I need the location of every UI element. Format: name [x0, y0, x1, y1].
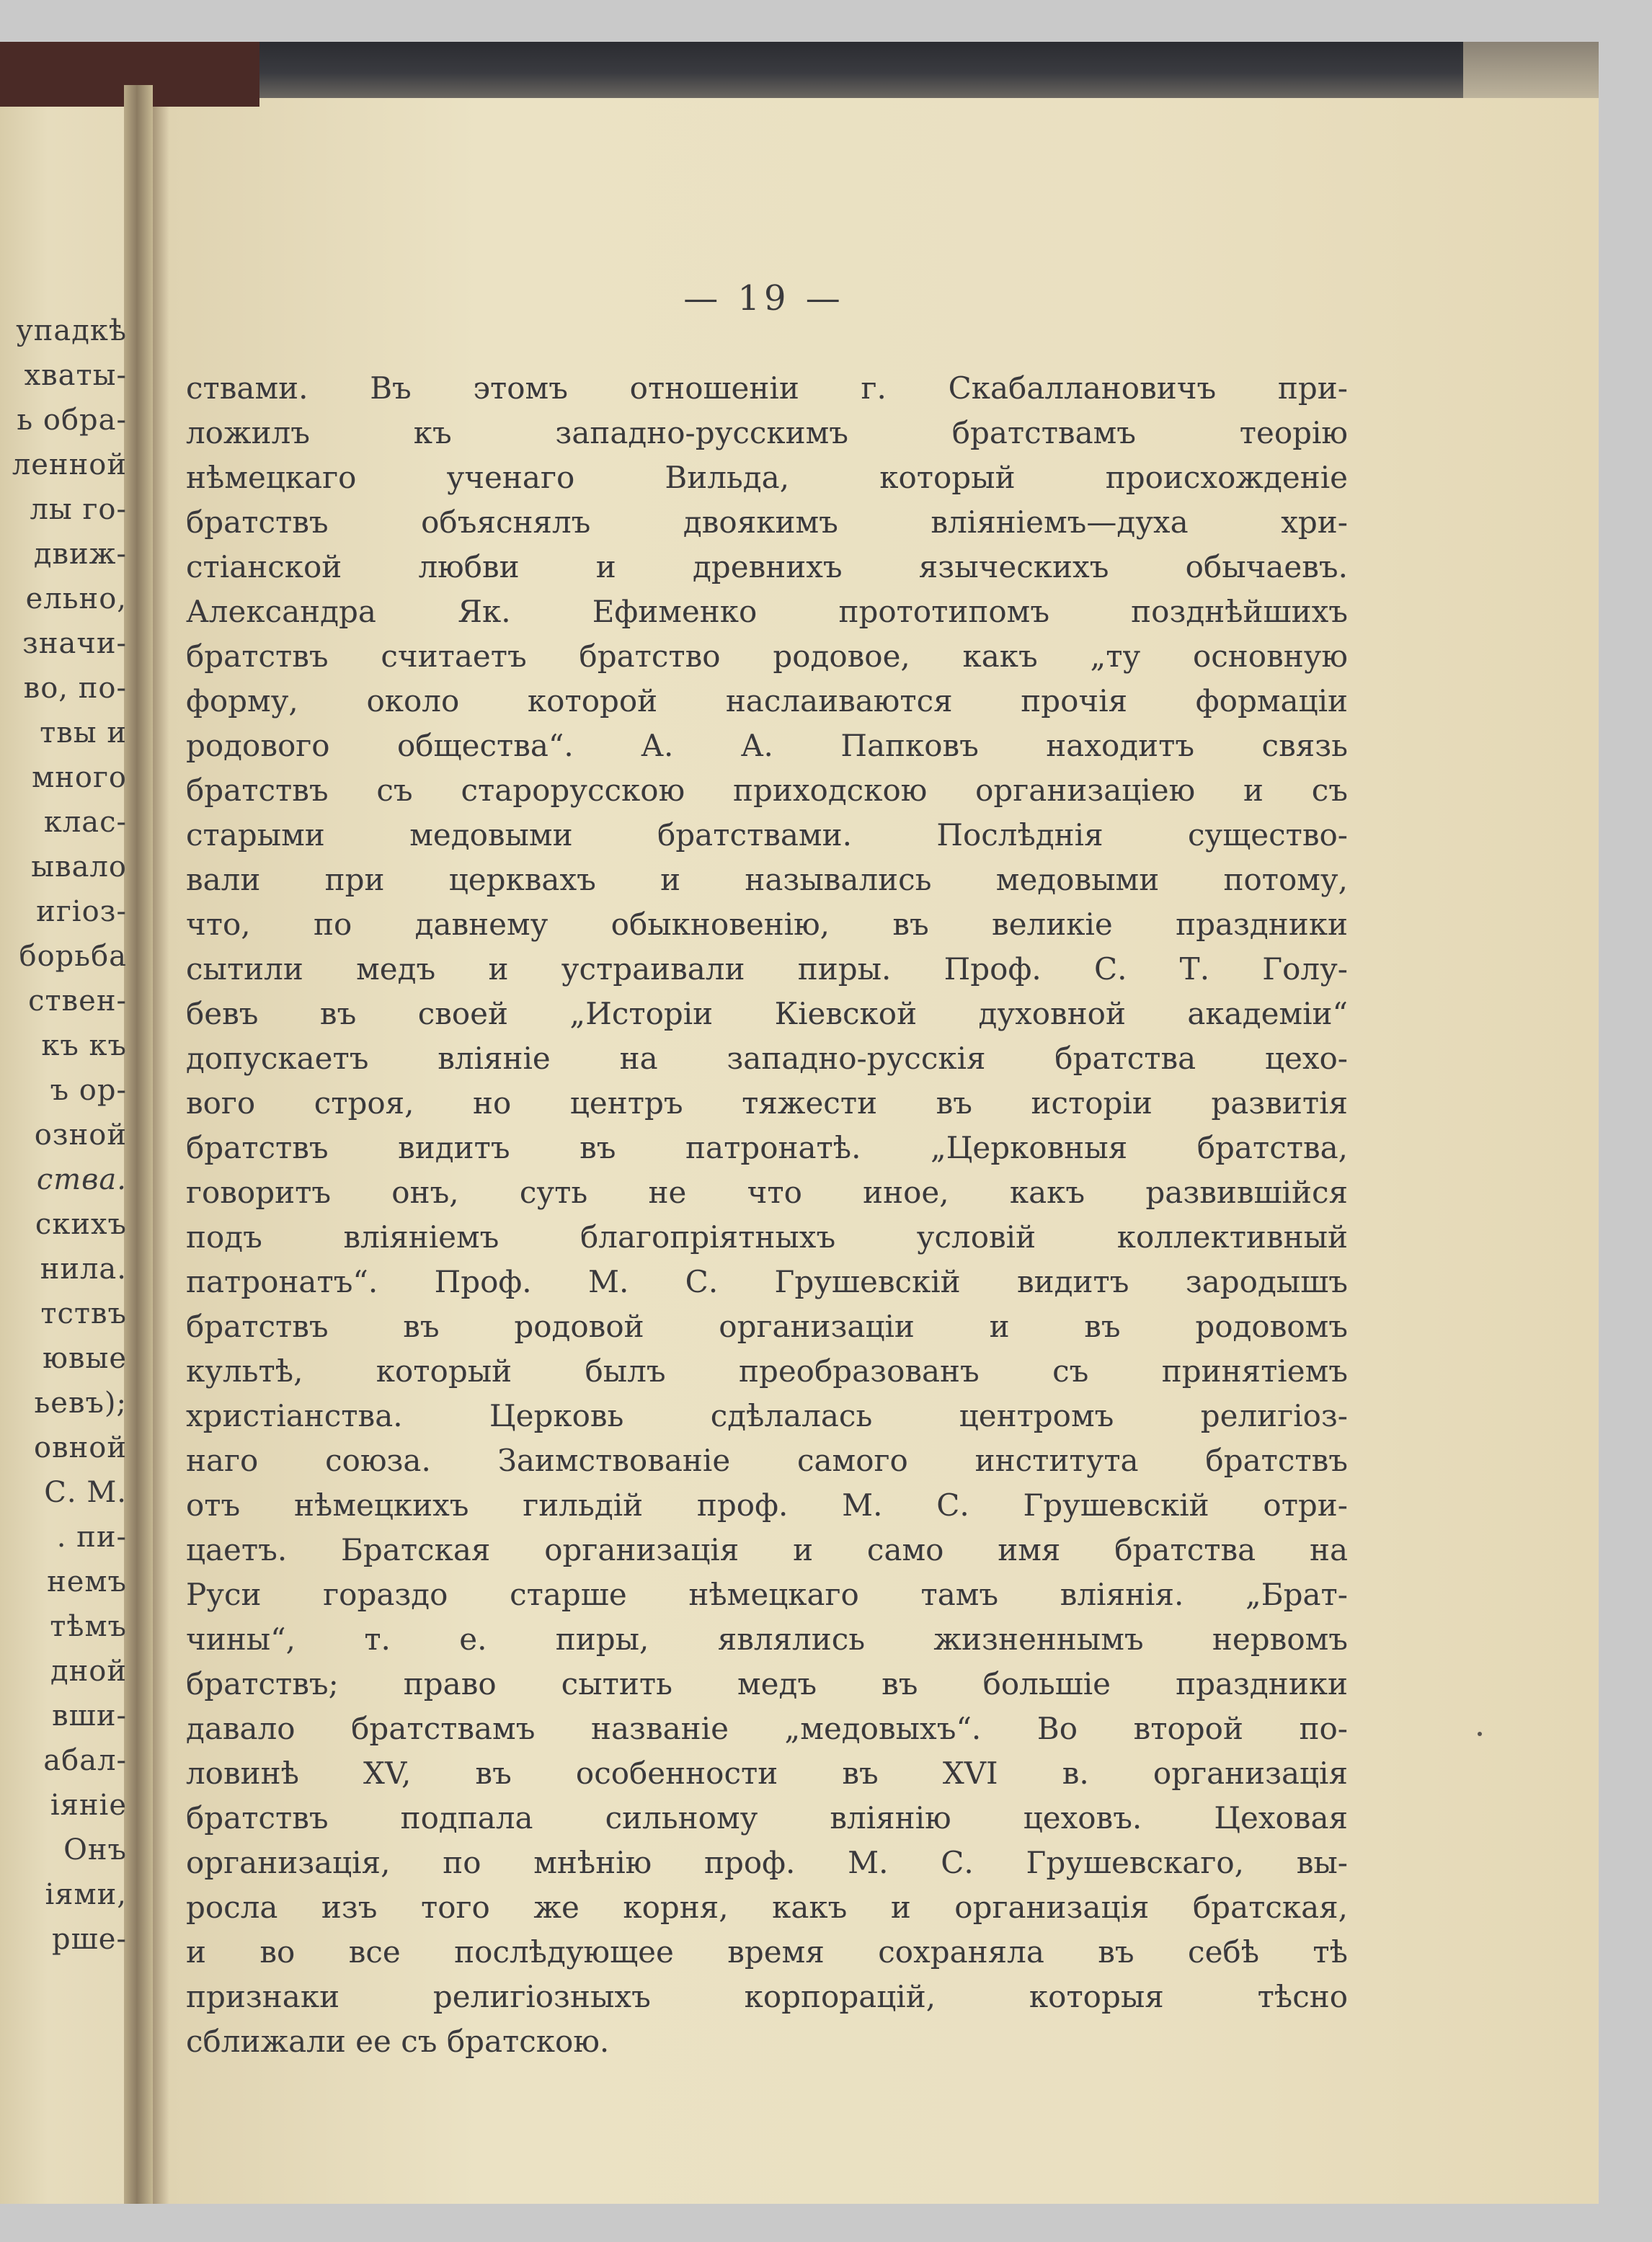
text-line: братствъ считаетъ братство родовое, какъ „ту основную [186, 639, 1348, 674]
text-line: родового общества“. А. А. Папковъ находитъ связь [186, 728, 1348, 763]
text-line: что, по давнему обыкновенію, въ великіе праздники [186, 907, 1348, 942]
text-line: сытили медъ и устраивали пиры. Проф. С. Т. Голу- [186, 951, 1348, 987]
left-page-line: Онъ [63, 1833, 127, 1867]
text-line: и во все послѣдующее время сохраняла въ себѣ тѣ [186, 1934, 1348, 1970]
text-line: ловинѣ XV, въ особенности въ XVI в. организація [186, 1756, 1348, 1791]
left-page-line: ства. [36, 1163, 127, 1196]
left-page-line: игіоз- [36, 895, 127, 928]
left-page-line: ъ ор- [50, 1074, 127, 1107]
text-line: говоритъ онъ, суть не что иное, какъ развившійся [186, 1175, 1348, 1210]
left-page-line: іями, [45, 1878, 127, 1911]
text-line: христіанства. Церковь сдѣлалась центромъ религіоз- [186, 1398, 1348, 1433]
text-line: допускаетъ вліяніе на западно-русскія братства цехо- [186, 1041, 1348, 1076]
text-line: нѣмецкаго ученаго Вильда, который происхожденіе [186, 460, 1348, 495]
text-line: Руси гораздо старше нѣмецкаго тамъ вліянія. „Брат- [186, 1577, 1348, 1612]
text-line: стіанской любви и древнихъ языческихъ обычаевъ. [186, 549, 1348, 584]
left-page-line: хваты- [24, 359, 127, 392]
left-page-line: вши- [52, 1699, 127, 1732]
left-page-line: абал- [43, 1744, 127, 1777]
left-page-line: тѣмъ [50, 1610, 127, 1643]
text-line: братствъ; право сытить медъ въ большіе праздники [186, 1666, 1348, 1701]
text-line: признаки религіозныхъ корпорацій, которыя тѣсно [186, 1979, 1348, 2014]
left-page-line: овной [33, 1431, 127, 1464]
book-top-edge [0, 42, 1599, 98]
left-page-line: къ къ [41, 1029, 127, 1062]
left-page-line: дной [50, 1655, 127, 1688]
text-line: бевъ въ своей „Исторіи Кіевской духовной академіи“ [186, 996, 1348, 1031]
text-line: старыми медовыми братствами. Послѣднія существо- [186, 817, 1348, 853]
text-line: ствами. Въ этомъ отношеніи г. Скабаллановичъ при- [186, 370, 1348, 406]
left-page-line: нила. [40, 1253, 127, 1286]
text-line: братствъ подпала сильному вліянію цеховъ. Цеховая [186, 1800, 1348, 1836]
left-page-line: іяніе [50, 1789, 127, 1822]
left-page-line: ь обра- [17, 404, 127, 437]
text-line: культѣ, который былъ преобразованъ съ принятіемъ [186, 1353, 1348, 1389]
text-line: организація, по мнѣнію проф. М. С. Грушевскаго, вы- [186, 1845, 1348, 1880]
left-page-line: лы го- [30, 493, 127, 526]
body-text [186, 366, 1348, 2064]
text-line: подъ вліяніемъ благопріятныхъ условій коллективный [186, 1219, 1348, 1255]
text-line: наго союза. Заимствованіе самого института братствъ [186, 1443, 1348, 1478]
text-line: отъ нѣмецкихъ гильдій проф. М. С. Грушевскій отри- [186, 1487, 1348, 1523]
text-line: чины“, т. е. пиры, являлись жизненнымъ нервомъ [186, 1622, 1348, 1657]
text-line: братствъ съ старорусскою приходскою организаціею и съ [186, 773, 1348, 808]
left-page-line: ельно, [25, 582, 127, 615]
left-page-line: ленной [12, 448, 127, 481]
left-page-line: твы и [40, 716, 127, 749]
scanned-page [0, 42, 1599, 2204]
text-line: цаетъ. Братская организація и само имя братства на [186, 1532, 1348, 1567]
page-number: — 19 — [683, 278, 845, 319]
left-page-line: немъ [47, 1565, 127, 1598]
text-line: братствъ видитъ въ патронатѣ. „Церковныя братства, [186, 1130, 1348, 1165]
left-page-line: много [32, 761, 127, 794]
text-line: сближали ее съ братскою. [186, 2024, 610, 2059]
text-line: вого строя, но центръ тяжести въ исторіи развитія [186, 1085, 1348, 1121]
left-page-fragments [0, 308, 127, 1962]
text-line: Александра Як. Ефименко прототипомъ позднѣйшихъ [186, 594, 1348, 629]
text-line: давало братствамъ названіе „медовыхъ“. Во второй по- [186, 1711, 1348, 1746]
page-edges [1463, 42, 1599, 98]
left-page-line: значи- [22, 627, 127, 660]
left-page-line: скихъ [35, 1208, 127, 1241]
text-line: патронатъ“. Проф. М. С. Грушевскій видитъ зародышъ [186, 1264, 1348, 1299]
left-page-line: борьба [19, 940, 127, 973]
left-page-line: ювые [43, 1342, 127, 1375]
left-page-line: рше- [52, 1923, 127, 1956]
left-page-line: во, по- [23, 672, 127, 705]
text-line: ложилъ къ западно-русскимъ братствамъ теорію [186, 415, 1348, 450]
left-page-line: движ- [33, 538, 127, 571]
left-page-line: клас- [43, 806, 127, 839]
left-page-line: ьевъ); [34, 1387, 127, 1420]
ink-speck [1478, 1732, 1482, 1736]
left-page-line: ывало [31, 850, 127, 884]
text-line: вали при церквахъ и назывались медовыми потому, [186, 862, 1348, 897]
text-line: форму, около которой наслаиваются прочія формаціи [186, 683, 1348, 719]
left-page-line: ствен- [28, 984, 127, 1018]
text-line: росла изъ того же корня, какъ и организація братская, [186, 1890, 1348, 1925]
left-page-line: упадкѣ [16, 314, 127, 347]
book-gutter [124, 85, 153, 2204]
left-page-line: . пи- [56, 1521, 127, 1554]
left-page-line: С. М. [44, 1476, 127, 1509]
left-page-line: тствъ [40, 1297, 127, 1330]
text-line: братствъ въ родовой организаціи и въ родовомъ [186, 1309, 1348, 1344]
left-page-line: озной [34, 1118, 127, 1152]
text-line: братствъ объяснялъ двоякимъ вліяніемъ—духа хри- [186, 504, 1348, 540]
